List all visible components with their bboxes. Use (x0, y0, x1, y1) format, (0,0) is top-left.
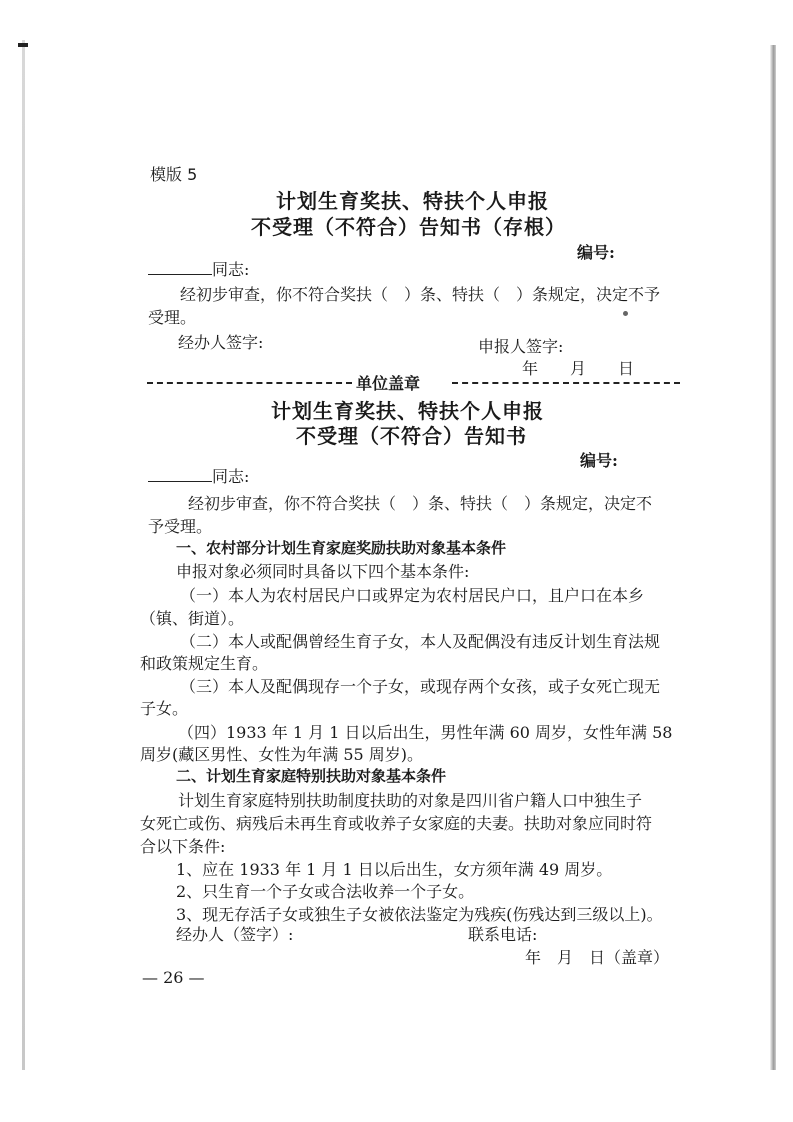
notice-comrade-label: 同志: (212, 467, 250, 486)
notice-phone-label: 联系电话: (468, 925, 538, 944)
scan-speck (623, 311, 628, 316)
scan-left-edge (22, 40, 25, 1070)
s1-condition1-line2: （镇、街道）。 (140, 609, 245, 628)
s2-intro-line1: 计划生育家庭特别扶助制度扶助的对象是四川省户籍人口中独生子 (178, 791, 643, 810)
notice-handler-sign: 经办人（签字）: (176, 925, 294, 944)
separator-label: 单位盖章 (356, 374, 421, 393)
scan-right-edge (770, 45, 776, 1070)
notice-date-seal: 年 月 日（盖章） (525, 948, 670, 967)
section1-heading: 一、农村部分计划生育家庭奖励扶助对象基本条件 (176, 539, 507, 557)
separator-dash-right (452, 382, 680, 384)
notice-body-line2: 予受理。 (148, 517, 213, 536)
stub-title-line2: 不受理（不符合）告知书（存根） (251, 215, 566, 239)
stub-number-label: 编号: (577, 243, 615, 262)
stub-applicant-sign: 申报人签字: (478, 337, 564, 356)
s2-condition3: 3、现无存活子女或独生子女被依法鉴定为残疾(伤残达到三级以上)。 (176, 905, 663, 924)
stub-name-blank (148, 260, 212, 275)
notice-title-line2: 不受理（不符合）告知书 (296, 424, 527, 448)
stub-body-line2: 受理。 (148, 308, 197, 327)
s1-condition3-line2: 子女。 (140, 699, 189, 718)
s2-condition1: 1、应在 1933 年 1 月 1 日以后出生，女方须年满 49 周岁。 (176, 860, 613, 879)
s2-intro-line2: 女死亡或伤、病残后未再生育或收养子女家庭的夫妻。扶助对象应同时符 (140, 814, 653, 833)
s1-condition4-line2: 周岁(藏区男性、女性为年满 55 周岁)。 (140, 745, 424, 764)
section2-heading: 二、计划生育家庭特别扶助对象基本条件 (176, 767, 447, 785)
s1-condition4-line1: （四）1933 年 1 月 1 日以后出生，男性年满 60 周岁，女性年满 58 (178, 723, 673, 742)
s1-condition1-line1: （一）本人为农村居民户口或界定为农村居民户口，且户口在本乡 (180, 586, 645, 605)
stub-comrade-label: 同志: (212, 260, 250, 279)
template-label: 模版 5 (150, 165, 198, 184)
stub-body-line1: 经初步审查，你不符合奖扶（ ）条、特扶（ ）条规定，决定不予 (180, 285, 661, 304)
stub-date: 年 月 日 (522, 359, 635, 378)
s1-condition2-line1: （二）本人或配偶曾经生育子女，本人及配偶没有违反计划生育法规 (180, 632, 661, 651)
stub-comrade-line (148, 257, 249, 280)
section1-intro: 申报对象必须同时具备以下四个基本条件: (176, 562, 470, 581)
notice-name-blank (148, 467, 212, 482)
s2-condition2: 2、只生育一个子女或合法收养一个子女。 (176, 882, 475, 901)
page-number: — 26 — (142, 968, 205, 987)
notice-number-label: 编号: (580, 451, 618, 470)
separator-dash-left (147, 382, 352, 384)
notice-comrade-line (148, 464, 249, 487)
scan-mark (18, 43, 28, 47)
s1-condition3-line1: （三）本人及配偶现存一个子女，或现存两个女孩，或子女死亡现无 (180, 677, 661, 696)
s2-intro-line3: 合以下条件: (140, 837, 226, 856)
notice-title-line1: 计划生育奖扶、特扶个人申报 (271, 399, 544, 423)
notice-body-line1: 经初步审查，你不符合奖扶（ ）条、特扶（ ）条规定，决定不 (188, 494, 653, 513)
stub-title-line1: 计划生育奖扶、特扶个人申报 (276, 189, 549, 213)
s1-condition2-line2: 和政策规定生育。 (140, 654, 269, 673)
stub-handler-sign: 经办人签字: (178, 333, 264, 352)
